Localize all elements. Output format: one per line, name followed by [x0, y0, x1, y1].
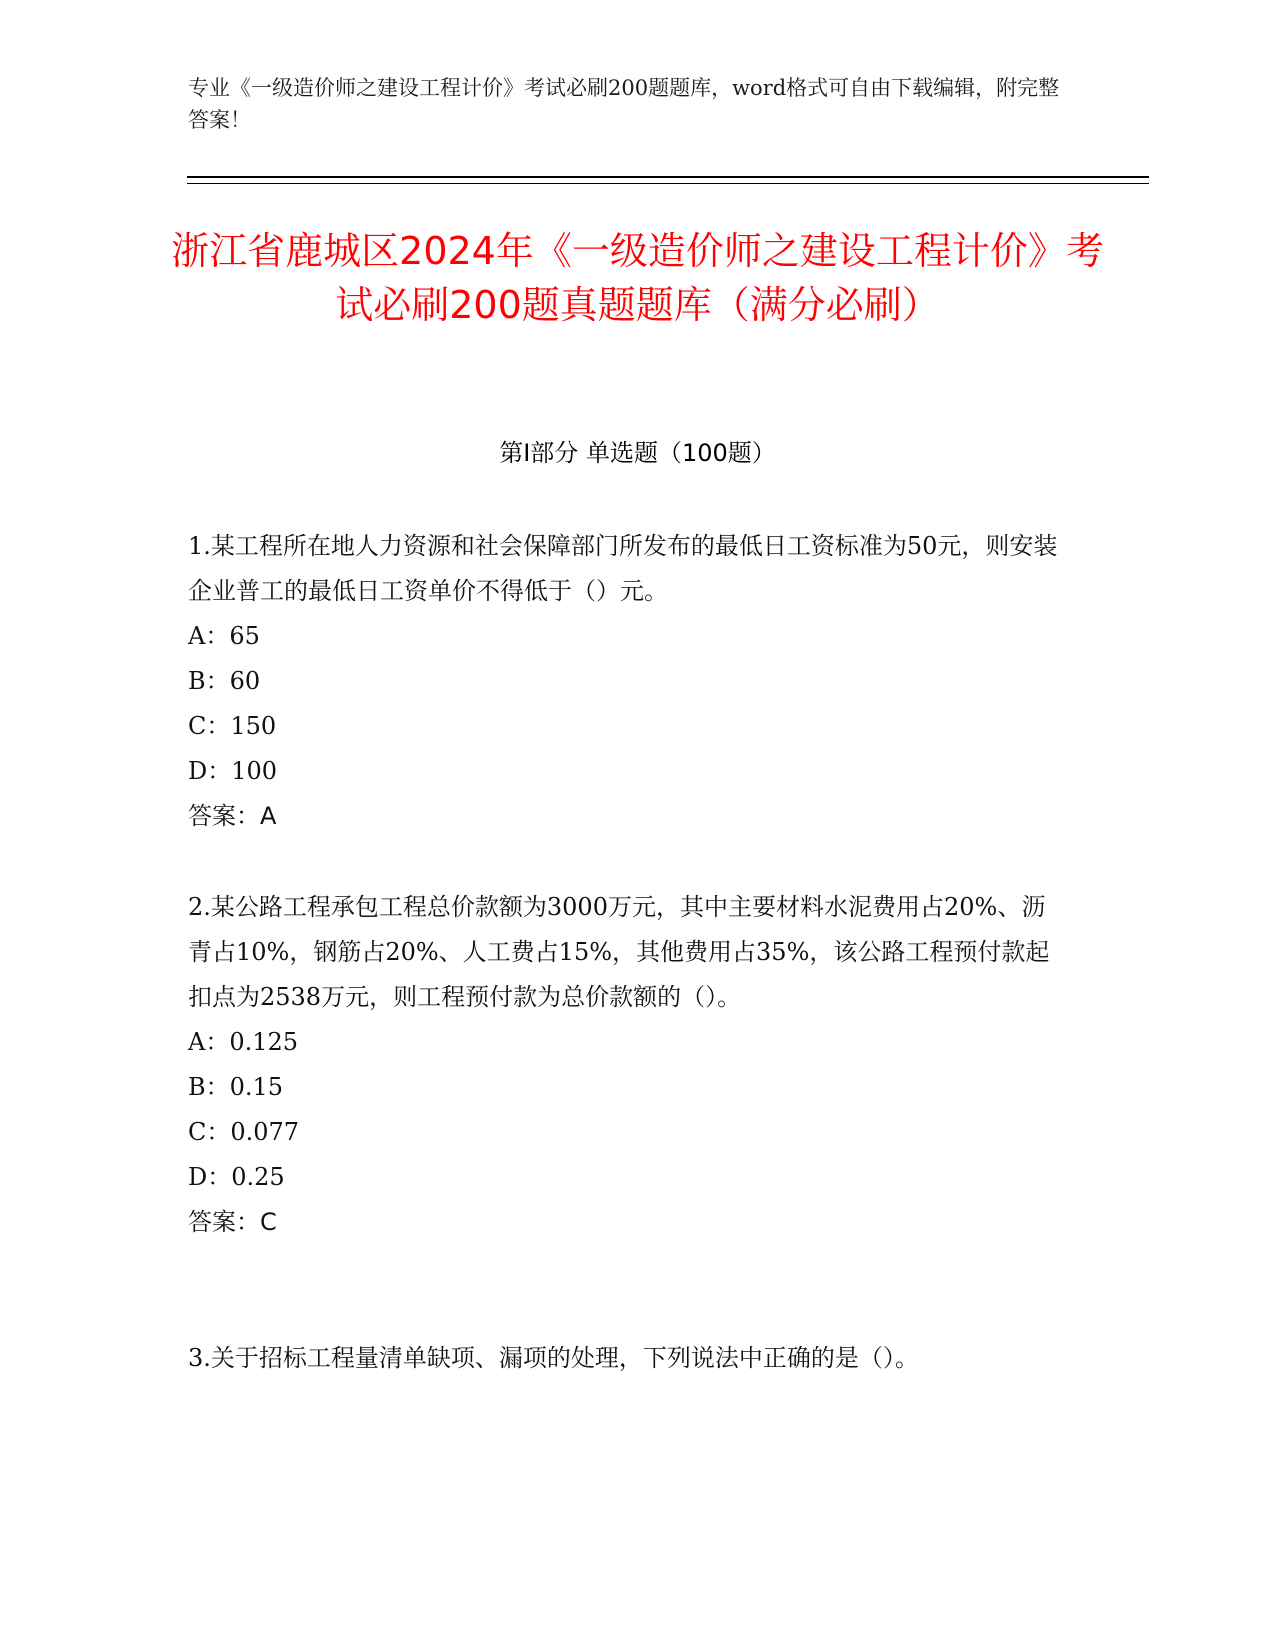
- question-text: 1.某工程所在地人力资源和社会保障部门所发布的最低日工资标准为50元，则安装企业普工的最低日工资单价不得低于（）元。: [188, 532, 1058, 605]
- question-1: [188, 524, 1068, 839]
- section-heading: 第I部分 单选题（100题）: [499, 439, 776, 467]
- answer-line: 答案：C: [188, 1208, 277, 1236]
- option-c: C：0.077: [188, 1118, 300, 1146]
- question-2: [188, 885, 1068, 1245]
- option-c: C：150: [188, 712, 277, 740]
- header-divider-thick: [187, 176, 1149, 178]
- header-divider-thin: [187, 183, 1149, 184]
- option-a: A：65: [188, 622, 260, 650]
- question-text: 3.关于招标工程量清单缺项、漏项的处理，下列说法中正确的是（）。: [188, 1344, 919, 1372]
- option-b: B：0.15: [188, 1073, 284, 1101]
- document-title: 浙江省鹿城区2024年《一级造价师之建设工程计价》考试必刷200题真题题库（满分必刷）: [171, 229, 1104, 327]
- question-text: 2.某公路工程承包工程总价款额为3000万元，其中主要材料水泥费用占20%、沥青占10%，钢筋占20%、人工费占15%，其他费用占35%，该公路工程预付款起扣点为2538万元，则工程预付款为总价款额的（）。: [188, 893, 1050, 1011]
- option-b: B：60: [188, 667, 261, 695]
- option-d: D：0.25: [188, 1163, 285, 1191]
- option-a: A：0.125: [188, 1028, 299, 1056]
- answer-line: 答案：A: [188, 802, 277, 830]
- header-note: 专业《一级造价师之建设工程计价》考试必刷200题题库，word格式可自由下载编辑，附完整答案！: [188, 76, 1060, 132]
- option-d: D：100: [188, 757, 278, 785]
- question-3: [188, 1336, 1068, 1381]
